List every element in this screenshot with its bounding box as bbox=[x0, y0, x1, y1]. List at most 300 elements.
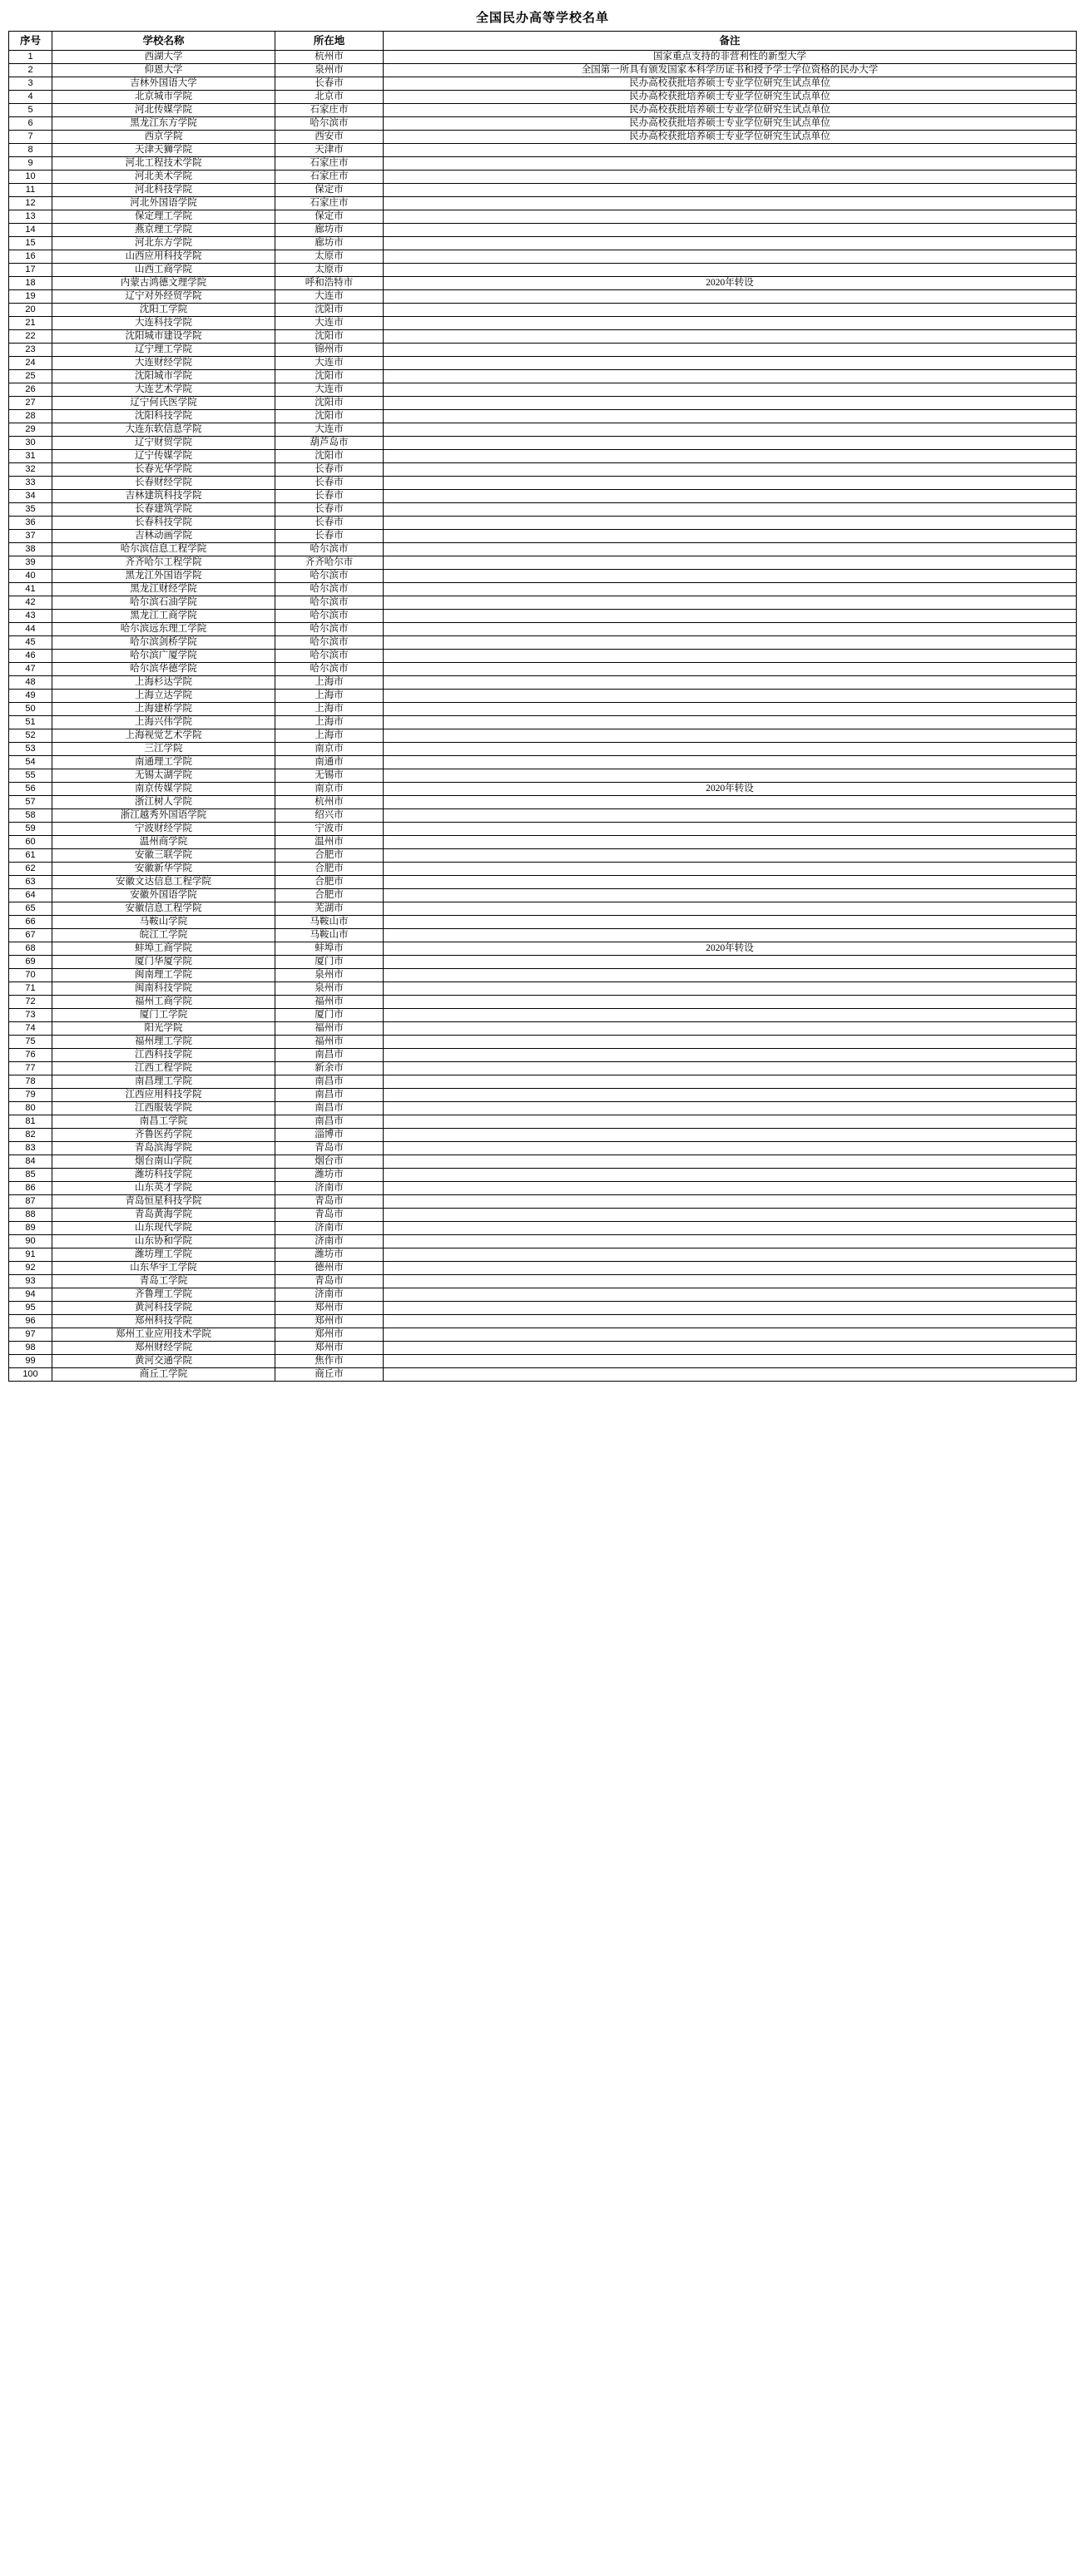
cell-location: 廊坊市 bbox=[275, 237, 384, 250]
cell-remarks bbox=[384, 1036, 1077, 1049]
cell-index: 67 bbox=[9, 929, 52, 942]
table-row bbox=[9, 556, 1077, 570]
cell-remarks bbox=[384, 796, 1077, 809]
cell-index: 27 bbox=[9, 397, 52, 410]
table-row bbox=[9, 77, 1077, 91]
table-row bbox=[9, 1142, 1077, 1155]
cell-index: 74 bbox=[9, 1022, 52, 1036]
table-row bbox=[9, 916, 1077, 929]
cell-index: 9 bbox=[9, 157, 52, 171]
cell-location: 长春市 bbox=[275, 503, 384, 517]
cell-remarks bbox=[384, 1115, 1077, 1129]
cell-remarks bbox=[384, 463, 1077, 477]
cell-remarks bbox=[384, 823, 1077, 836]
cell-location: 哈尔滨市 bbox=[275, 650, 384, 663]
table-row bbox=[9, 450, 1077, 463]
cell-index: 37 bbox=[9, 530, 52, 543]
cell-school-name: 河北东方学院 bbox=[52, 237, 275, 250]
cell-remarks bbox=[384, 397, 1077, 410]
cell-location: 潍坊市 bbox=[275, 1169, 384, 1182]
cell-remarks: 民办高校获批培养硕士专业学位研究生试点单位 bbox=[384, 117, 1077, 131]
cell-remarks bbox=[384, 650, 1077, 663]
cell-remarks: 民办高校获批培养硕士专业学位研究生试点单位 bbox=[384, 77, 1077, 91]
cell-remarks bbox=[384, 477, 1077, 490]
cell-location: 长春市 bbox=[275, 77, 384, 91]
cell-location: 青岛市 bbox=[275, 1195, 384, 1209]
cell-school-name: 辽宁财贸学院 bbox=[52, 437, 275, 450]
cell-school-name: 厦门华厦学院 bbox=[52, 956, 275, 969]
cell-index: 7 bbox=[9, 131, 52, 144]
cell-remarks bbox=[384, 330, 1077, 344]
cell-school-name: 马鞍山学院 bbox=[52, 916, 275, 929]
table-row bbox=[9, 1355, 1077, 1368]
cell-remarks bbox=[384, 956, 1077, 969]
cell-location: 沈阳市 bbox=[275, 397, 384, 410]
table-row bbox=[9, 623, 1077, 636]
cell-location: 太原市 bbox=[275, 264, 384, 277]
table-row bbox=[9, 64, 1077, 77]
cell-index: 57 bbox=[9, 796, 52, 809]
cell-remarks bbox=[384, 1142, 1077, 1155]
cell-remarks bbox=[384, 1129, 1077, 1142]
cell-school-name: 山西应用科技学院 bbox=[52, 250, 275, 264]
cell-index: 51 bbox=[9, 716, 52, 729]
table-row bbox=[9, 91, 1077, 104]
cell-remarks bbox=[384, 1075, 1077, 1089]
table-row bbox=[9, 330, 1077, 344]
cell-school-name: 西京学院 bbox=[52, 131, 275, 144]
table-row bbox=[9, 463, 1077, 477]
table-row bbox=[9, 370, 1077, 383]
cell-index: 53 bbox=[9, 743, 52, 756]
cell-location: 南昌市 bbox=[275, 1075, 384, 1089]
table-row bbox=[9, 224, 1077, 237]
cell-location: 芜湖市 bbox=[275, 902, 384, 916]
cell-remarks bbox=[384, 583, 1077, 596]
cell-school-name: 山东英才学院 bbox=[52, 1182, 275, 1195]
cell-remarks bbox=[384, 1262, 1077, 1275]
cell-school-name: 潍坊科技学院 bbox=[52, 1169, 275, 1182]
table-row bbox=[9, 1302, 1077, 1315]
cell-school-name: 黄河交通学院 bbox=[52, 1355, 275, 1368]
cell-school-name: 南通理工学院 bbox=[52, 756, 275, 769]
table-row bbox=[9, 503, 1077, 517]
cell-index: 76 bbox=[9, 1049, 52, 1062]
cell-location: 济南市 bbox=[275, 1235, 384, 1248]
cell-index: 1 bbox=[9, 51, 52, 64]
cell-location: 福州市 bbox=[275, 1022, 384, 1036]
cell-remarks bbox=[384, 1302, 1077, 1315]
cell-location: 呼和浩特市 bbox=[275, 277, 384, 290]
cell-school-name: 郑州科技学院 bbox=[52, 1315, 275, 1328]
table-row bbox=[9, 1248, 1077, 1262]
cell-school-name: 上海建桥学院 bbox=[52, 703, 275, 716]
cell-remarks bbox=[384, 1368, 1077, 1382]
cell-index: 4 bbox=[9, 91, 52, 104]
cell-index: 10 bbox=[9, 171, 52, 184]
cell-remarks bbox=[384, 517, 1077, 530]
table-row bbox=[9, 184, 1077, 197]
cell-remarks bbox=[384, 809, 1077, 823]
page-title: 全国民办高等学校名单 bbox=[475, 11, 609, 25]
table-row bbox=[9, 889, 1077, 902]
cell-index: 65 bbox=[9, 902, 52, 916]
table-row bbox=[9, 197, 1077, 210]
table-row bbox=[9, 117, 1077, 131]
cell-location: 焦作市 bbox=[275, 1355, 384, 1368]
cell-location: 上海市 bbox=[275, 716, 384, 729]
cell-location: 合肥市 bbox=[275, 863, 384, 876]
cell-index: 6 bbox=[9, 117, 52, 131]
table-row bbox=[9, 769, 1077, 783]
cell-location: 泉州市 bbox=[275, 64, 384, 77]
cell-index: 49 bbox=[9, 690, 52, 703]
cell-school-name: 江西应用科技学院 bbox=[52, 1089, 275, 1102]
cell-index: 100 bbox=[9, 1368, 52, 1382]
cell-index: 28 bbox=[9, 410, 52, 423]
cell-remarks bbox=[384, 996, 1077, 1009]
cell-index: 59 bbox=[9, 823, 52, 836]
cell-index: 16 bbox=[9, 250, 52, 264]
cell-index: 58 bbox=[9, 809, 52, 823]
cell-index: 78 bbox=[9, 1075, 52, 1089]
cell-remarks bbox=[384, 889, 1077, 902]
table-row bbox=[9, 250, 1077, 264]
cell-school-name: 保定理工学院 bbox=[52, 210, 275, 224]
cell-school-name: 黑龙江外国语学院 bbox=[52, 570, 275, 583]
cell-location: 大连市 bbox=[275, 383, 384, 397]
cell-remarks: 2020年转设 bbox=[384, 277, 1077, 290]
cell-school-name: 哈尔滨远东理工学院 bbox=[52, 623, 275, 636]
cell-index: 46 bbox=[9, 650, 52, 663]
cell-school-name: 沈阳科技学院 bbox=[52, 410, 275, 423]
cell-school-name: 吉林动画学院 bbox=[52, 530, 275, 543]
cell-school-name: 辽宁理工学院 bbox=[52, 344, 275, 357]
cell-location: 西安市 bbox=[275, 131, 384, 144]
cell-school-name: 三江学院 bbox=[52, 743, 275, 756]
table-row bbox=[9, 157, 1077, 171]
cell-remarks bbox=[384, 982, 1077, 996]
cell-remarks bbox=[384, 676, 1077, 690]
column-header-location: 所在地 bbox=[275, 32, 384, 51]
cell-location: 石家庄市 bbox=[275, 104, 384, 117]
cell-location: 哈尔滨市 bbox=[275, 583, 384, 596]
table-row bbox=[9, 317, 1077, 330]
cell-remarks bbox=[384, 703, 1077, 716]
cell-remarks bbox=[384, 237, 1077, 250]
cell-remarks bbox=[384, 437, 1077, 450]
cell-location: 青岛市 bbox=[275, 1142, 384, 1155]
cell-location: 石家庄市 bbox=[275, 157, 384, 171]
cell-location: 合肥市 bbox=[275, 876, 384, 889]
cell-location: 福州市 bbox=[275, 1036, 384, 1049]
cell-remarks bbox=[384, 171, 1077, 184]
cell-school-name: 齐齐哈尔工程学院 bbox=[52, 556, 275, 570]
cell-location: 南昌市 bbox=[275, 1115, 384, 1129]
cell-index: 3 bbox=[9, 77, 52, 91]
cell-location: 石家庄市 bbox=[275, 197, 384, 210]
table-row bbox=[9, 863, 1077, 876]
table-row bbox=[9, 131, 1077, 144]
table-row bbox=[9, 171, 1077, 184]
cell-index: 75 bbox=[9, 1036, 52, 1049]
cell-remarks bbox=[384, 1009, 1077, 1022]
school-list-table bbox=[8, 31, 1077, 1382]
cell-school-name: 阳光学院 bbox=[52, 1022, 275, 1036]
cell-remarks bbox=[384, 304, 1077, 317]
table-row bbox=[9, 756, 1077, 769]
column-header-index: 序号 bbox=[9, 32, 52, 51]
cell-location: 长春市 bbox=[275, 517, 384, 530]
table-row bbox=[9, 1315, 1077, 1328]
table-row bbox=[9, 1235, 1077, 1248]
cell-remarks bbox=[384, 916, 1077, 929]
cell-location: 济南市 bbox=[275, 1182, 384, 1195]
cell-index: 68 bbox=[9, 942, 52, 956]
cell-school-name: 内蒙古鸿德文理学院 bbox=[52, 277, 275, 290]
cell-school-name: 山东协和学院 bbox=[52, 1235, 275, 1248]
cell-school-name: 安徽信息工程学院 bbox=[52, 902, 275, 916]
cell-location: 杭州市 bbox=[275, 51, 384, 64]
cell-school-name: 辽宁何氏医学院 bbox=[52, 397, 275, 410]
cell-index: 5 bbox=[9, 104, 52, 117]
cell-remarks bbox=[384, 1328, 1077, 1342]
cell-index: 21 bbox=[9, 317, 52, 330]
table-row bbox=[9, 809, 1077, 823]
cell-location: 哈尔滨市 bbox=[275, 596, 384, 610]
cell-school-name: 浙江越秀外国语学院 bbox=[52, 809, 275, 823]
cell-school-name: 河北外国语学院 bbox=[52, 197, 275, 210]
table-row bbox=[9, 676, 1077, 690]
table-row bbox=[9, 477, 1077, 490]
cell-school-name: 哈尔滨广厦学院 bbox=[52, 650, 275, 663]
cell-school-name: 商丘工学院 bbox=[52, 1368, 275, 1382]
cell-index: 90 bbox=[9, 1235, 52, 1248]
cell-index: 56 bbox=[9, 783, 52, 796]
cell-location: 大连市 bbox=[275, 423, 384, 437]
cell-location: 哈尔滨市 bbox=[275, 623, 384, 636]
cell-location: 杭州市 bbox=[275, 796, 384, 809]
table-row bbox=[9, 650, 1077, 663]
cell-school-name: 黑龙江工商学院 bbox=[52, 610, 275, 623]
cell-school-name: 天津天狮学院 bbox=[52, 144, 275, 157]
cell-location: 淄博市 bbox=[275, 1129, 384, 1142]
cell-location: 南京市 bbox=[275, 743, 384, 756]
cell-remarks bbox=[384, 876, 1077, 889]
cell-index: 31 bbox=[9, 450, 52, 463]
cell-location: 南京市 bbox=[275, 783, 384, 796]
cell-location: 马鞍山市 bbox=[275, 929, 384, 942]
cell-index: 71 bbox=[9, 982, 52, 996]
table-row bbox=[9, 543, 1077, 556]
cell-school-name: 烟台南山学院 bbox=[52, 1155, 275, 1169]
cell-index: 93 bbox=[9, 1275, 52, 1288]
cell-location: 南昌市 bbox=[275, 1102, 384, 1115]
cell-location: 马鞍山市 bbox=[275, 916, 384, 929]
table-row bbox=[9, 610, 1077, 623]
table-row bbox=[9, 716, 1077, 729]
cell-location: 哈尔滨市 bbox=[275, 610, 384, 623]
cell-remarks bbox=[384, 1022, 1077, 1036]
table-row bbox=[9, 823, 1077, 836]
cell-index: 84 bbox=[9, 1155, 52, 1169]
table-row bbox=[9, 796, 1077, 809]
cell-index: 34 bbox=[9, 490, 52, 503]
table-row bbox=[9, 942, 1077, 956]
cell-remarks: 民办高校获批培养硕士专业学位研究生试点单位 bbox=[384, 91, 1077, 104]
cell-remarks bbox=[384, 1355, 1077, 1368]
cell-location: 无锡市 bbox=[275, 769, 384, 783]
table-row bbox=[9, 1049, 1077, 1062]
cell-location: 北京市 bbox=[275, 91, 384, 104]
table-row bbox=[9, 264, 1077, 277]
cell-remarks bbox=[384, 197, 1077, 210]
cell-index: 91 bbox=[9, 1248, 52, 1262]
cell-index: 86 bbox=[9, 1182, 52, 1195]
cell-index: 45 bbox=[9, 636, 52, 650]
cell-school-name: 南昌理工学院 bbox=[52, 1075, 275, 1089]
cell-school-name: 长春光华学院 bbox=[52, 463, 275, 477]
cell-school-name: 江西工程学院 bbox=[52, 1062, 275, 1075]
cell-remarks bbox=[384, 383, 1077, 397]
table-row bbox=[9, 1222, 1077, 1235]
cell-remarks bbox=[384, 450, 1077, 463]
table-row bbox=[9, 849, 1077, 863]
cell-remarks: 全国第一所具有颁发国家本科学历证书和授予学士学位资格的民办大学 bbox=[384, 64, 1077, 77]
cell-index: 14 bbox=[9, 224, 52, 237]
cell-index: 13 bbox=[9, 210, 52, 224]
cell-location: 沈阳市 bbox=[275, 410, 384, 423]
cell-school-name: 长春财经学院 bbox=[52, 477, 275, 490]
cell-school-name: 长春建筑学院 bbox=[52, 503, 275, 517]
cell-school-name: 沈阳城市学院 bbox=[52, 370, 275, 383]
cell-index: 66 bbox=[9, 916, 52, 929]
table-row bbox=[9, 743, 1077, 756]
table-header-row bbox=[9, 32, 1077, 51]
cell-school-name: 无锡太湖学院 bbox=[52, 769, 275, 783]
cell-index: 18 bbox=[9, 277, 52, 290]
column-header-school-name: 学校名称 bbox=[52, 32, 275, 51]
table-row bbox=[9, 530, 1077, 543]
cell-school-name: 大连艺术学院 bbox=[52, 383, 275, 397]
cell-remarks bbox=[384, 729, 1077, 743]
cell-location: 长春市 bbox=[275, 490, 384, 503]
table-row bbox=[9, 1182, 1077, 1195]
cell-remarks bbox=[384, 250, 1077, 264]
cell-location: 沈阳市 bbox=[275, 450, 384, 463]
cell-index: 77 bbox=[9, 1062, 52, 1075]
cell-index: 61 bbox=[9, 849, 52, 863]
cell-remarks bbox=[384, 317, 1077, 330]
cell-remarks bbox=[384, 1209, 1077, 1222]
cell-remarks bbox=[384, 423, 1077, 437]
cell-school-name: 哈尔滨华德学院 bbox=[52, 663, 275, 676]
table-row bbox=[9, 596, 1077, 610]
table-row bbox=[9, 783, 1077, 796]
table-row bbox=[9, 996, 1077, 1009]
cell-school-name: 上海立达学院 bbox=[52, 690, 275, 703]
table-row bbox=[9, 570, 1077, 583]
cell-school-name: 齐鲁医药学院 bbox=[52, 1129, 275, 1142]
cell-remarks bbox=[384, 344, 1077, 357]
cell-location: 潍坊市 bbox=[275, 1248, 384, 1262]
cell-location: 济南市 bbox=[275, 1222, 384, 1235]
cell-index: 43 bbox=[9, 610, 52, 623]
cell-index: 97 bbox=[9, 1328, 52, 1342]
cell-remarks bbox=[384, 902, 1077, 916]
cell-remarks: 国家重点支持的非营利性的新型大学 bbox=[384, 51, 1077, 64]
cell-index: 40 bbox=[9, 570, 52, 583]
table-row bbox=[9, 636, 1077, 650]
cell-school-name: 蚌埠工商学院 bbox=[52, 942, 275, 956]
cell-location: 郑州市 bbox=[275, 1342, 384, 1355]
cell-location: 锦州市 bbox=[275, 344, 384, 357]
cell-school-name: 黑龙江东方学院 bbox=[52, 117, 275, 131]
cell-remarks bbox=[384, 1248, 1077, 1262]
cell-location: 郑州市 bbox=[275, 1315, 384, 1328]
cell-location: 泉州市 bbox=[275, 982, 384, 996]
cell-location: 蚌埠市 bbox=[275, 942, 384, 956]
cell-index: 36 bbox=[9, 517, 52, 530]
cell-location: 绍兴市 bbox=[275, 809, 384, 823]
cell-remarks bbox=[384, 1315, 1077, 1328]
table-row bbox=[9, 1129, 1077, 1142]
table-row bbox=[9, 423, 1077, 437]
cell-index: 55 bbox=[9, 769, 52, 783]
table-row bbox=[9, 397, 1077, 410]
cell-location: 厦门市 bbox=[275, 1009, 384, 1022]
cell-index: 80 bbox=[9, 1102, 52, 1115]
table-row bbox=[9, 929, 1077, 942]
cell-remarks bbox=[384, 144, 1077, 157]
table-row bbox=[9, 1342, 1077, 1355]
cell-location: 天津市 bbox=[275, 144, 384, 157]
cell-school-name: 西湖大学 bbox=[52, 51, 275, 64]
table-row bbox=[9, 304, 1077, 317]
table-row bbox=[9, 517, 1077, 530]
cell-index: 33 bbox=[9, 477, 52, 490]
cell-index: 11 bbox=[9, 184, 52, 197]
cell-index: 42 bbox=[9, 596, 52, 610]
cell-remarks bbox=[384, 370, 1077, 383]
cell-school-name: 齐鲁理工学院 bbox=[52, 1288, 275, 1302]
cell-school-name: 河北科技学院 bbox=[52, 184, 275, 197]
cell-school-name: 安徽文达信息工程学院 bbox=[52, 876, 275, 889]
cell-school-name: 福州理工学院 bbox=[52, 1036, 275, 1049]
cell-index: 39 bbox=[9, 556, 52, 570]
table-row bbox=[9, 1195, 1077, 1209]
cell-school-name: 吉林建筑科技学院 bbox=[52, 490, 275, 503]
cell-location: 新余市 bbox=[275, 1062, 384, 1075]
cell-index: 96 bbox=[9, 1315, 52, 1328]
table-row bbox=[9, 1262, 1077, 1275]
cell-school-name: 大连科技学院 bbox=[52, 317, 275, 330]
cell-remarks bbox=[384, 1222, 1077, 1235]
table-row bbox=[9, 410, 1077, 423]
cell-school-name: 宁波财经学院 bbox=[52, 823, 275, 836]
cell-remarks bbox=[384, 969, 1077, 982]
cell-remarks bbox=[384, 290, 1077, 304]
cell-location: 烟台市 bbox=[275, 1155, 384, 1169]
cell-remarks bbox=[384, 690, 1077, 703]
cell-index: 99 bbox=[9, 1355, 52, 1368]
cell-remarks bbox=[384, 623, 1077, 636]
cell-location: 福州市 bbox=[275, 996, 384, 1009]
cell-index: 64 bbox=[9, 889, 52, 902]
table-row bbox=[9, 982, 1077, 996]
cell-school-name: 长春科技学院 bbox=[52, 517, 275, 530]
cell-index: 52 bbox=[9, 729, 52, 743]
